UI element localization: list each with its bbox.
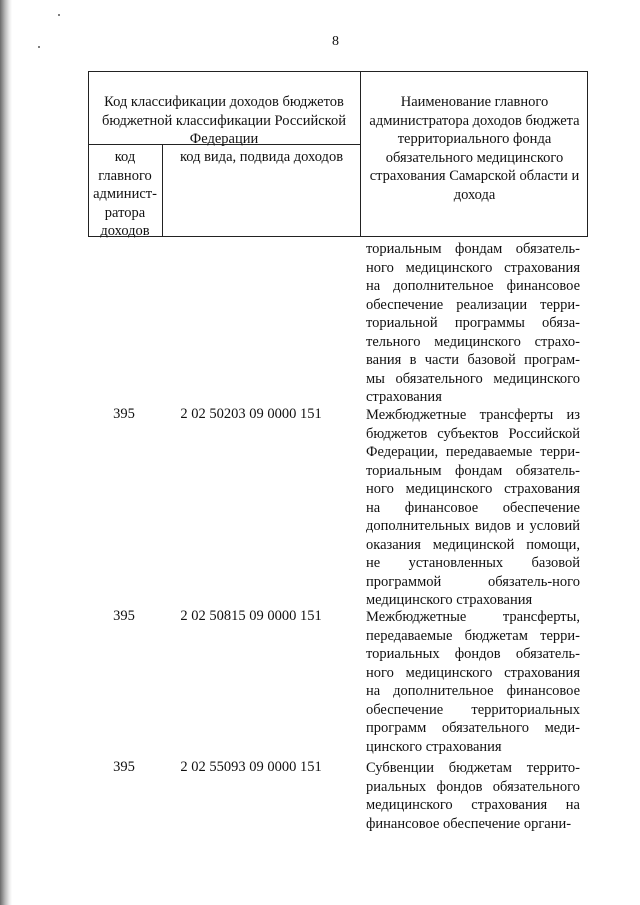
row-income-code: 2 02 55093 09 0000 151 [180, 759, 322, 775]
row-admin-code: 395 [113, 608, 135, 624]
row-income-code: 2 02 50203 09 0000 151 [180, 406, 322, 422]
scan-speck [38, 46, 40, 48]
scan-speck [58, 14, 60, 16]
header-code-group: Код классификации доходов бюджетов бюджетной классификации Российской Федерации [102, 94, 346, 147]
row-admin-code: 395 [113, 759, 135, 775]
row-name-text: Субвенции бюджетам террито-риальных фондов обязательного медицинского страхования на финансовое обеспечение органи- [366, 760, 580, 832]
scan-shadow-edge [0, 0, 12, 905]
header-admin-code: код главного админист-ратора доходов [93, 149, 157, 239]
header-name-column: Наименование главного администратора доходов бюджета территориального фонда обязательного медицинского страхования Самарской области и дохода [369, 94, 580, 203]
row-admin-code: 395 [113, 406, 135, 422]
header-bottom-border [88, 236, 588, 237]
row-name-text: Межбюджетные трансферты из бюджетов субъектов Российской Федерации, передаваемые терри-ториальным фондам обязатель-ного медицинского страхования на финансовое обеспечение дополнительных видов и условий оказания медицинской помощи, не установленных базовой программой обязатель-ного медицинского страхования [366, 407, 580, 608]
header-top-border [88, 71, 588, 72]
row-income-code: 2 02 50815 09 0000 151 [180, 608, 322, 624]
header-income-kind-code: код вида, подвида доходов [179, 149, 344, 165]
row-name-text: ториальным фондам обязатель-ного медицинского страхования на дополнительное финансовое обеспечение реализации терри-ториальной программы обяза-тельного медицинского страхо-вания в части базовой програм-мы обязательного медицинского страхования [366, 241, 580, 405]
table-header [88, 71, 588, 237]
page-number: 8 [332, 34, 339, 49]
row-name-text: Межбюджетные трансферты, передаваемые бюджетам терри-ториальных фондов обязатель-ного медицинского страхования на дополнительное финансовое обеспечение территориальных программ обязательного меди-цинского страхования [366, 609, 580, 755]
